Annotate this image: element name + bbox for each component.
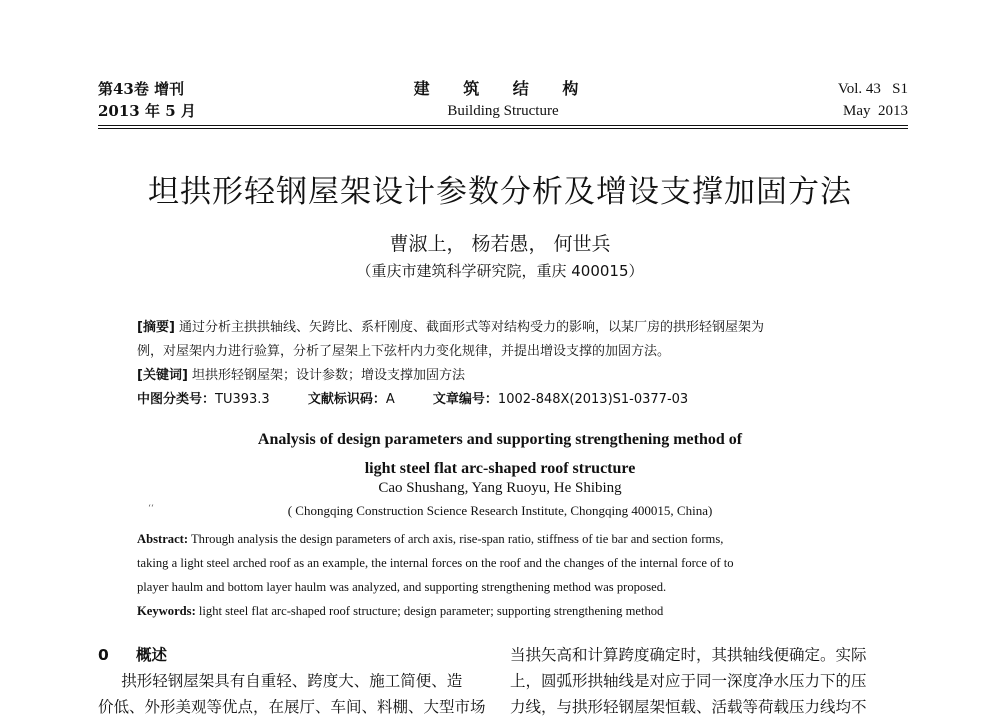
article-no-label: 文章编号： [432,392,498,407]
paper-authors: 曹淑上， 杨若愚， 何世兵 [389,233,611,255]
keywords-en-text: light steel flat arc-shaped roof structure; design parameter; supporting strengthening method [198,604,664,618]
english-authors: Cao Shushang, Yang Ruoyu, He Shibing [378,480,622,496]
keywords-cn [137,364,877,388]
abstract-en-text3: player haulm and bottom layer haulm was analyzed, and supporting strengthening method was proposed. [137,580,667,594]
header-journal-name [98,78,908,122]
keywords-cn-text: 坦拱形轻钢屋架；设计参数；增设支撑加固方法 [192,368,466,383]
journal-name-cn: 建 筑 结 构 [413,79,593,98]
keywords-cn-label: [关键词] [137,368,188,383]
header-rule [98,125,908,126]
article-no-value: 1002-848X(2013)S1-0377-03 [497,392,689,407]
classification-row [137,388,877,412]
abstract-cn-text2: 例，对屋架内力进行验算，分析了屋架上下弦杆内力变化规律，并提出增设支撑的加固方法。 [137,344,671,359]
header-date-en: May 2013 [843,103,908,119]
abstract-cn-block [137,316,877,412]
abstract-cn-text1: 通过分析主拱拱轴线、矢跨比、系杆刚度、截面形式等对结构受力的影响，以某厂房的拱形轻钢屋架为 [179,320,765,335]
section-title: 概述 [136,646,168,664]
scan-artifact-mark: ‘‘ [148,504,154,514]
body-column-left [98,642,494,718]
body-column-right [510,642,908,718]
clc-value: TU393.3 [215,392,270,407]
paper-title: 坦拱形轻钢屋架设计参数分析及增设支撑加固方法 [148,174,852,210]
body-right-line1: 当拱矢高和计算跨度确定时，其拱轴线便确定。实际 [510,646,867,664]
section-number: 0 [98,646,109,664]
body-right-line2: 上，圆弧形拱轴线是对应于同一深度净水压力下的压 [510,672,867,690]
body-left-line2: 价低、外形美观等优点，在展厅、车间、料棚、大型市场 [98,698,486,716]
header-volume: 第43卷 增刊 [98,80,185,98]
header-vol-en: Vol. 43 S1 [837,81,908,97]
english-affiliation: ( Chongqing Construction Science Research Institute, Chongqing 400015, China) [287,503,713,518]
clc-label: 中图分类号： [137,392,216,407]
abstract-en-text2: taking a light steel arched roof as an example, the internal forces on the roof and the changes of the internal force of to [137,556,734,570]
english-title-line2: light steel flat arc-shaped roof structure [364,460,636,477]
doc-code-label: 文献标识码： [307,392,386,407]
english-title [0,425,1000,483]
section-heading [98,642,494,668]
doc-code-value: A [385,392,395,407]
abstract-cn-line1 [137,316,877,340]
body-left-text1: 拱形轻钢屋架具有自重轻、跨度大、施工简便、造 [121,672,463,690]
abstract-en-block [137,527,877,623]
english-title-line1: Analysis of design parameters and supporting strengthening method of [257,431,743,448]
abstract-en-label: Abstract: [137,532,189,546]
keywords-en [137,599,877,623]
header-date-cn: 2013 年 5 月 [98,102,196,120]
keywords-en-label: Keywords: [137,604,196,618]
header-volume-en [838,78,908,122]
journal-name-en: Building Structure [447,103,559,119]
running-header [98,78,908,124]
paper-affiliation: （重庆市建筑科学研究院，重庆 400015） [356,262,644,280]
header-rule-thin [98,128,908,129]
abstract-cn-label: [摘要] [137,320,175,335]
body-left-line1 [98,668,494,694]
abstract-en-line1 [137,527,877,551]
body-right-line3: 力线，与拱形轻钢屋架恒载、活载等荷载压力线均不 [510,698,867,716]
abstract-en-text1: Through analysis the design parameters of arch axis, rise-span ratio, stiffness of tie bar and section forms, [190,532,724,546]
